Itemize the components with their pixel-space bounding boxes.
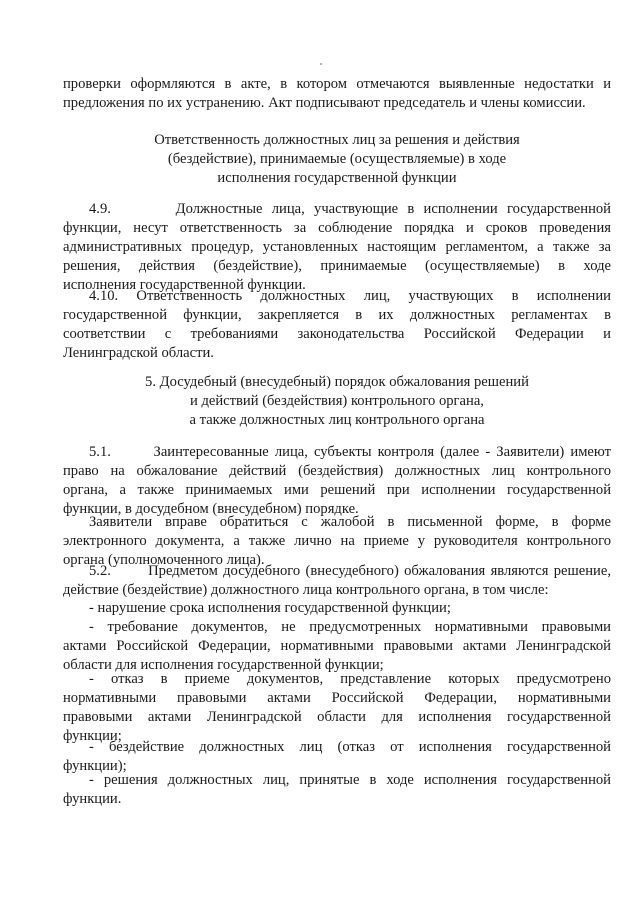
list-item [63, 670, 611, 746]
text-line: проверки оформляются в акте, в котором отмечаются выявленные недостатки и [63, 76, 611, 92]
text-line: функции); [63, 758, 127, 774]
paragraph-5-2 [63, 562, 611, 600]
text-line: действие (бездействие) должностного лица контрольного органа, в том числе: [63, 582, 549, 598]
text-line: функции; [63, 728, 122, 744]
heading-line: и действий (бездействия) контрольного органа, [190, 393, 484, 409]
text-line: государственной функции, закрепляется в их должностных регламентах в [63, 307, 611, 323]
text-line: 4.10. Ответственность должностных лиц, участвующих в исполнении [89, 288, 611, 304]
text-line: функции. [63, 791, 122, 807]
list-item [63, 618, 611, 675]
section-heading-appeal [63, 373, 611, 430]
text-line: соответствии с требованиями законодательства Российской Федерации и [63, 326, 611, 342]
text-line: исполнения государственной функции. [63, 277, 306, 293]
heading-line: Ответственность должностных лиц за решения и действия [154, 132, 520, 148]
text-line: право на обжалование действий (бездействия) должностных лиц контрольного [63, 463, 611, 479]
text-line: 5.2. Предметом досудебного (внесудебного) обжалования являются решение, [89, 563, 611, 579]
text-line: предложения по их устранению. Акт подписывают председатель и члены комиссии. [63, 95, 586, 111]
text-line: Ленинградской области. [63, 345, 214, 361]
text-line: - бездействие должностных лиц (отказ от исполнения государственной [89, 739, 611, 755]
heading-line: (бездействие), принимаемые (осуществляемые) в ходе [167, 151, 507, 167]
paragraph-4-9 [63, 200, 611, 295]
intro-paragraph [63, 75, 611, 113]
text-line: актами Российской Федерации, нормативными правовыми актами Ленинградской [63, 638, 611, 654]
text-line: нормативными правовыми актами Российской Федерации, нормативными [63, 690, 611, 706]
text-line: электронного документа, а также лично на приеме у руководителя контрольного [63, 533, 611, 549]
text-line: - отказ в приеме документов, представление которых предусмотрено [89, 671, 611, 687]
paragraph-4-10 [63, 287, 611, 363]
text-line: - требование документов, не предусмотренных нормативными правовыми [89, 619, 611, 635]
section-heading-responsibility [63, 131, 611, 188]
text-line: функции, в досудебном (внесудебном) порядке. [63, 501, 359, 517]
text-line: функции, несут ответственность за соблюдение порядка и сроков проведения [63, 220, 611, 236]
text-line: 5.1. Заинтересованные лица, субъекты контроля (далее - Заявители) имеют [89, 444, 611, 460]
paragraph-5-1 [63, 443, 611, 519]
text-line: области для исполнения государственной функции; [63, 657, 384, 673]
text-line: органа (уполномоченного лица). [63, 552, 265, 568]
text-line: правовыми актами Ленинградской области для исполнения государственной [63, 709, 611, 725]
text-line: административных процедур, установленных настоящим регламентом, а также за [63, 239, 611, 255]
text-line: - нарушение срока исполнения государственной функции; [89, 600, 451, 616]
list-item [63, 599, 611, 618]
text-line: Заявители вправе обратиться с жалобой в письменной форме, в форме [89, 514, 611, 530]
heading-line: а также должностных лиц контрольного органа [189, 412, 485, 428]
text-line: 4.9. Должностные лица, участвующие в исполнении государственной [89, 201, 611, 217]
scan-mark [320, 63, 322, 65]
heading-line: 5. Досудебный (внесудебный) порядок обжалования решений [145, 374, 529, 390]
text-line: решения, действия (бездействие), принимаемые (осуществляемые) в ходе [63, 258, 611, 274]
heading-line: исполнения государственной функции [217, 170, 457, 186]
text-line: органа, а также принимаемых ими решений при исполнении государственной [63, 482, 611, 498]
list-item [63, 771, 611, 809]
text-line: - решения должностных лиц, принятые в ходе исполнения государственной [89, 772, 611, 788]
